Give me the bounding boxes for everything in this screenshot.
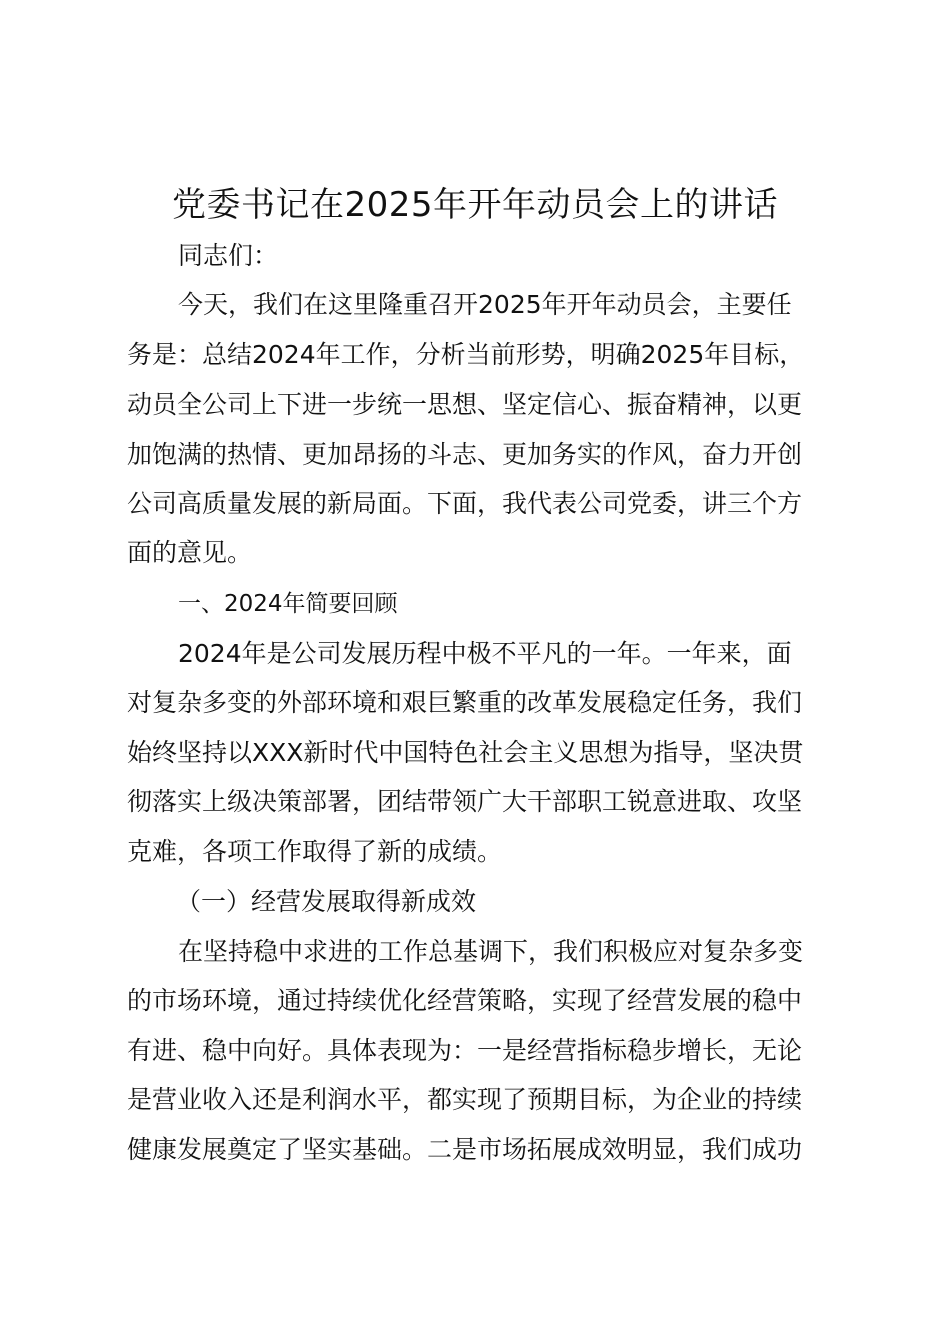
- paragraph-line: 对复杂多变的外部环境和艰巨繁重的改革发展稳定任务，我们: [127, 688, 803, 717]
- salutation: 同志们：: [178, 241, 279, 270]
- paragraph-line: 今天，我们在这里隆重召开2025年开年动员会，主要任: [178, 290, 792, 319]
- paragraph-line: 务是：总结2024年工作，分析当前形势，明确2025年目标，: [127, 340, 805, 369]
- paragraph-line: 动员全公司上下进一步统一思想、坚定信心、振奋精神，以更: [127, 390, 803, 419]
- document-title: 党委书记在2025年开年动员会上的讲话: [171, 185, 779, 225]
- paragraph-line: 健康发展奠定了坚实基础。二是市场拓展成效明显，我们成功: [127, 1135, 803, 1164]
- paragraph-line: 面的意见。: [127, 538, 253, 567]
- paragraph-line: 2024年是公司发展历程中极不平凡的一年。一年来，面: [178, 639, 792, 668]
- subsection-heading: （一）经营发展取得新成效: [176, 887, 477, 916]
- paragraph-line: 彻落实上级决策部署，团结带领广大干部职工锐意进取、攻坚: [127, 787, 803, 816]
- paragraph-line: 加饱满的热情、更加昂扬的斗志、更加务实的作风，奋力开创: [127, 440, 803, 469]
- paragraph-line: 在坚持稳中求进的工作总基调下，我们积极应对复杂多变: [178, 937, 804, 966]
- paragraph-line: 公司高质量发展的新局面。下面，我代表公司党委，讲三个方: [127, 489, 803, 518]
- paragraph-line: 是营业收入还是利润水平，都实现了预期目标，为企业的持续: [127, 1085, 803, 1114]
- section-heading: 一、2024年简要回顾: [178, 591, 398, 617]
- paragraph-line: 克难，各项工作取得了新的成绩。: [127, 837, 503, 866]
- paragraph-line: 的市场环境，通过持续优化经营策略，实现了经营发展的稳中: [127, 986, 803, 1015]
- paragraph-line: 有进、稳中向好。具体表现为：一是经营指标稳步增长，无论: [127, 1036, 803, 1065]
- paragraph-line: 始终坚持以XXX新时代中国特色社会主义思想为指导，坚决贯: [127, 738, 804, 767]
